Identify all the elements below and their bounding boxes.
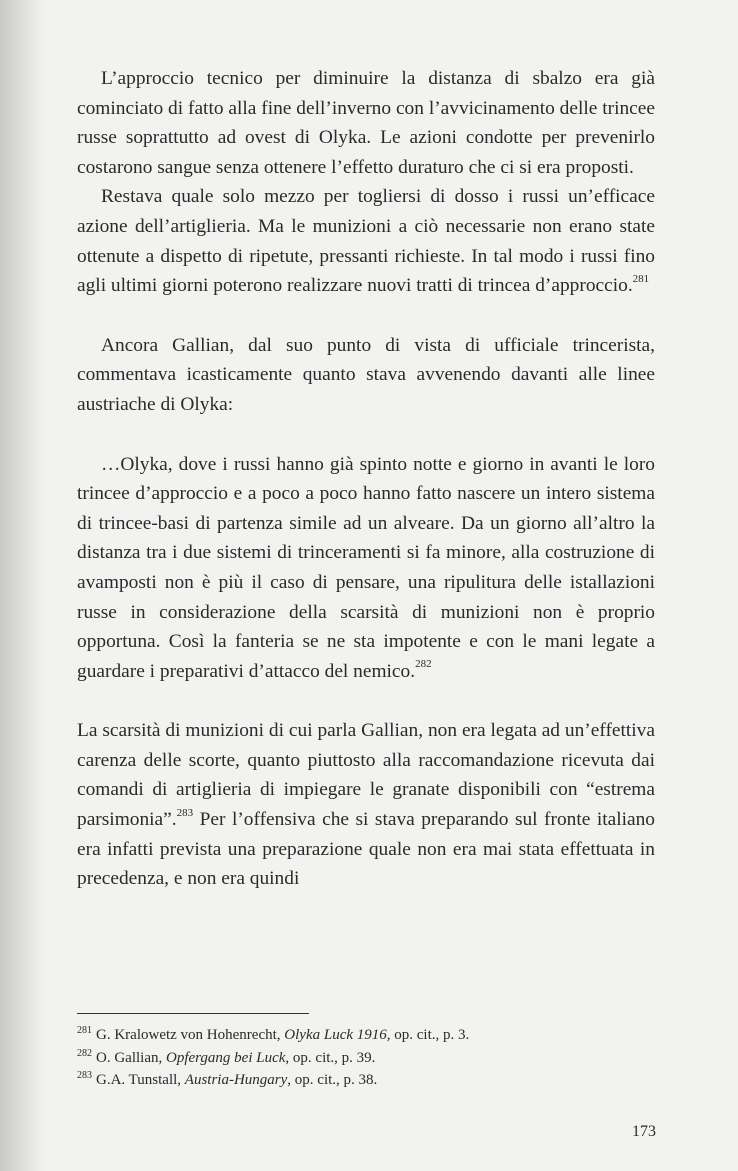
- binding-gutter-shadow: [0, 0, 46, 1171]
- footnote-282: [77, 1047, 655, 1070]
- paragraph-4-text-a: La scarsità di munizioni di cui parla Gallian, non era legata ad un’effettiva carenza delle scorte, quanto piuttosto alla raccomandazione ricevuta dai comandi di artiglieria di impiegare le granate disponibili con “estrema parsimonia”.: [77, 720, 655, 831]
- footnote-citation: , op. cit., p. 39.: [285, 1049, 376, 1066]
- page-number: 173: [632, 1123, 656, 1140]
- footnote-title: Olyka Luck 1916: [284, 1027, 387, 1043]
- footnote-title: Opfergang bei Luck: [165, 1049, 286, 1066]
- main-text: [77, 64, 655, 894]
- paragraph-1: L’approccio tecnico per diminuire la distanza di sbalzo era già cominciato di fatto alla fine dell’inverno con l’avvicinamento delle trincee russe soprattutto ad ovest di Olyka. Le azioni condotte per prevenirlo costarono sangue senza ottenere l’effetto duraturo che ci si era proposti.: [77, 68, 655, 178]
- footnote-ref-281[interactable]: 281: [632, 272, 650, 285]
- footnote-number: 283: [77, 1070, 92, 1081]
- footnotes: [77, 1024, 655, 1092]
- paragraph-4-text-b: Per l’offensiva che si stava preparando sul fronte italiano era infatti prevista una preparazione quale non era mai stata effettuata in precedenza, e non era quindi: [77, 809, 655, 890]
- footnote-281: [77, 1024, 655, 1047]
- paragraph-2: [77, 182, 655, 300]
- footnote-ref-283[interactable]: 283: [176, 806, 194, 819]
- footnote-author: G.A. Tunstall,: [96, 1072, 185, 1088]
- footnote-citation: , op. cit., p. 38.: [287, 1072, 378, 1088]
- block-quote: [77, 450, 655, 687]
- paragraph-2-text: Restava quale solo mezzo per togliersi di dosso i russi un’efficace azione dell’artiglieria. Ma le munizioni a ciò necessarie non erano state ottenute a dispetto di ripetute, pressanti richieste. In tal modo i russi fino agli ultimi giorni poterono realizzare nuovi tratti di trincea d’approccio.: [77, 186, 655, 297]
- footnote-citation: , op. cit., p. 3.: [386, 1027, 470, 1043]
- footnote-separator: [77, 1013, 309, 1014]
- footnote-number: 281: [77, 1025, 92, 1036]
- footnote-number: 282: [77, 1047, 92, 1059]
- block-quote-text: …Olyka, dove i russi hanno già spinto notte e giorno in avanti le loro trincee d’approccio e a poco a poco hanno fatto nascere un intero sistema di trincee-basi di partenza simile ad un alveare. Da un giorno all’altro la distanza tra i due sistemi di trinceramenti si fa minore, alla costruzione di avamposti non è più il caso di pensare, una ripulitura delle istallazioni russe in considerazione della scarsità di munizioni non è proprio opportuna. Così la fanteria se ne sta impotente e con le mani legate a guardare i preparativi d’attacco del nemico.: [77, 453, 655, 682]
- footnote-283: [77, 1069, 655, 1092]
- footnote-ref-282[interactable]: 282: [415, 658, 432, 671]
- footnote-author: O. Gallian,: [96, 1049, 166, 1066]
- paragraph-3: Ancora Gallian, dal suo punto di vista di ufficiale trincerista, commentava icasticamente quanto stava avvenendo davanti alle linee austriache di Olyka:: [77, 334, 655, 415]
- footnote-author: G. Kralowetz von Hohenrecht,: [96, 1027, 285, 1043]
- paragraph-4: [77, 716, 655, 894]
- footnote-title: Austria-Hungary: [184, 1072, 288, 1088]
